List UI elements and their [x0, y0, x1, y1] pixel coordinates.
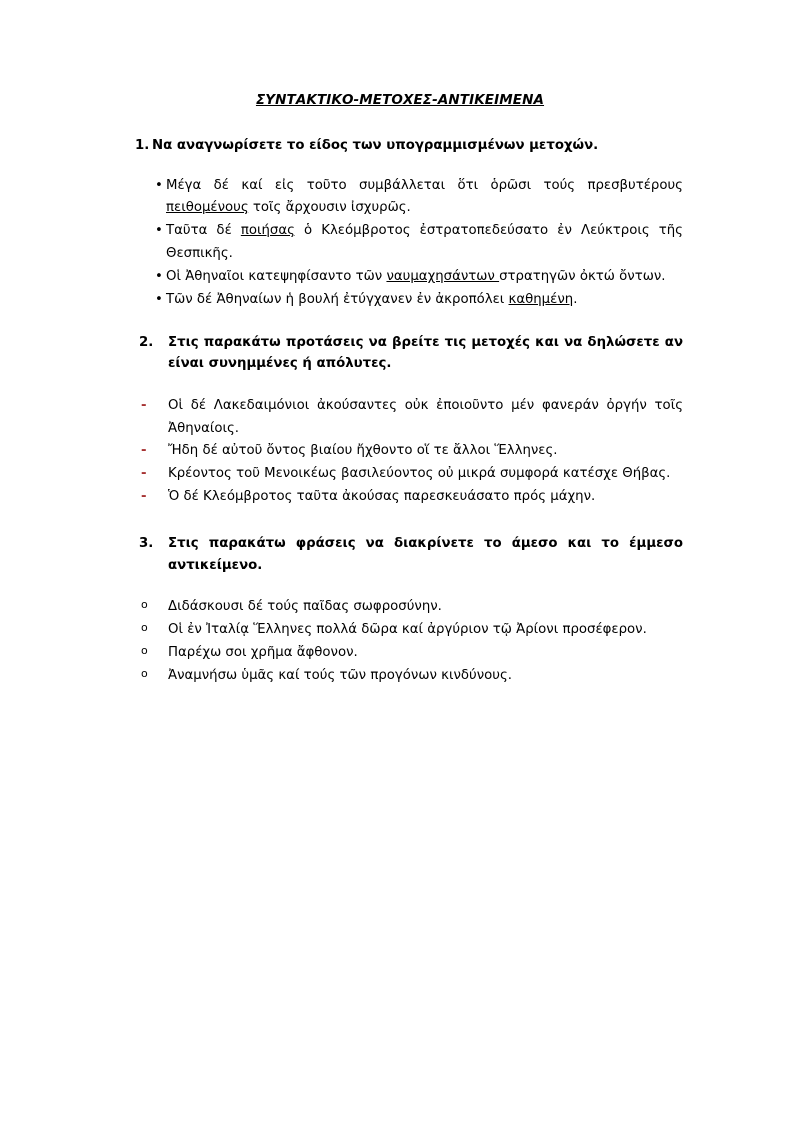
underlined-participle: ποιήσας [240, 223, 295, 239]
question-heading-3 [139, 533, 683, 576]
list-item [155, 266, 683, 289]
text-run: Ταῦτα δέ [166, 223, 241, 239]
section-3 [0, 533, 800, 688]
question-text-2: Στις παρακάτω προτάσεις να βρείτε τις μετοχές και να δηλώσετε αν είναι συνημμένες ή απόλυτες. [168, 334, 683, 372]
list-item-text [168, 463, 683, 486]
list-item-text [168, 486, 683, 509]
text-run: . [573, 291, 578, 307]
bullet-list-1 [155, 175, 683, 312]
underlined-participle: πειθομένους [166, 200, 249, 216]
list-item-text [168, 619, 683, 642]
text-run: Μέγα δέ καί εἰς τοῦτο συμβάλλεται ὅτι ὁρῶσι τούς πρεσβυτέρους [166, 177, 683, 193]
list-item-text [168, 395, 683, 441]
question-number-1: 1. [135, 138, 150, 153]
list-marker: - [141, 466, 147, 482]
list-item-text [168, 440, 683, 463]
page-title: ΣΥΝΤΑΚΤΙΚΟ-ΜΕΤΟΧΕΣ-ΑΝΤΙΚΕΙΜΕΝΑ [255, 92, 545, 108]
list-marker: o [141, 666, 148, 680]
spacer [0, 312, 800, 332]
list-item [141, 619, 683, 642]
text-run: Κρέοντος τοῦ Μενοικέως βασιλεύοντος οὐ μικρά συμφορά κατέσχε Θήβας. [168, 466, 671, 482]
list-item-text [166, 266, 683, 289]
question-heading-1 [135, 135, 683, 157]
list-item [141, 642, 683, 665]
text-run: Οἱ ἐν Ἰταλίᾳ Ἕλληνες πολλά δῶρα καί ἀργύριον τῷ Ἀρίονι προσέφερον. [168, 621, 647, 637]
list-item [141, 665, 683, 688]
circle-list-3 [141, 596, 683, 687]
text-run: Ὁ δέ Κλεόμβροτος ταῦτα ἀκούσας παρεσκευάσατο πρός μάχην. [168, 489, 596, 505]
question-number-3: 3. [139, 536, 154, 552]
text-run: Διδάσκουσι δέ τούς παῖδας σωφροσύνην. [168, 599, 442, 615]
spacer [0, 509, 800, 533]
list-marker: - [141, 443, 147, 459]
text-run: Τῶν δέ Ἀθηναίων ἡ βουλή ἐτύγχανεν ἐν ἀκροπόλει [166, 291, 509, 307]
text-run: στρατηγῶν ὀκτώ ὄντων. [499, 268, 666, 284]
list-marker: • [155, 268, 163, 284]
spacer [0, 157, 800, 175]
document-body [0, 135, 800, 688]
list-marker: - [141, 489, 147, 505]
text-run: Ἀναμνήσω ὑμᾶς καί τούς τῶν προγόνων κινδύνους. [168, 667, 513, 683]
section-1 [0, 135, 800, 312]
list-marker: • [155, 177, 163, 193]
list-marker: o [141, 643, 148, 657]
list-item-text [166, 175, 683, 221]
list-item [141, 463, 683, 486]
text-run: Ἤδη δέ αὐτοῦ ὄντος βιαίου ἤχθοντο οἵ τε ἄλλοι Ἕλληνες. [168, 443, 558, 459]
text-run: τοῖς ἄρχουσιν ἰσχυρῶς. [248, 200, 411, 216]
list-marker: • [155, 291, 163, 307]
text-run: ὁ Κλεόμβροτος ἐστρατοπεδεύσατο ἐν Λεύκτροις τῆς Θεσπικῆς. [166, 223, 683, 262]
list-item-text [166, 289, 683, 312]
list-item-text [168, 665, 683, 688]
dash-list-2 [141, 395, 683, 509]
list-item-text [168, 596, 683, 619]
list-item [141, 486, 683, 509]
text-run: Παρέχω σοι χρῆμα ἄφθονον. [168, 644, 358, 660]
list-item-text [168, 642, 683, 665]
list-item-text [166, 220, 683, 266]
list-marker: • [155, 223, 163, 239]
list-item [141, 395, 683, 441]
list-marker: o [141, 620, 148, 634]
list-item [155, 220, 683, 266]
spacer [0, 375, 800, 395]
section-2 [0, 332, 800, 509]
list-item [155, 175, 683, 221]
underlined-participle: ναυμαχησάντων [386, 268, 500, 284]
text-run: Οἱ δέ Λακεδαιμόνιοι ἀκούσαντες οὐκ ἐποιοῦντο μέν φανεράν ὀργήν τοῖς Ἀθηναίοις. [168, 397, 683, 436]
underlined-participle: καθημένη [508, 291, 574, 307]
text-run: Οἱ Ἀθηναῖοι κατεψηφίσαντο τῶν [166, 268, 387, 284]
list-item [155, 289, 683, 312]
spacer [0, 576, 800, 596]
list-item [141, 596, 683, 619]
list-item [141, 440, 683, 463]
list-marker: - [141, 397, 147, 413]
question-number-2: 2. [139, 334, 154, 350]
question-text-1: Να αναγνωρίσετε το είδος των υπογραμμισμένων μετοχών. [152, 138, 599, 153]
question-text-3: Στις παρακάτω φράσεις να διακρίνετε το άμεσο και το έμμεσο αντικείμενο. [168, 536, 683, 573]
question-heading-2 [139, 332, 683, 375]
list-marker: o [141, 598, 148, 612]
